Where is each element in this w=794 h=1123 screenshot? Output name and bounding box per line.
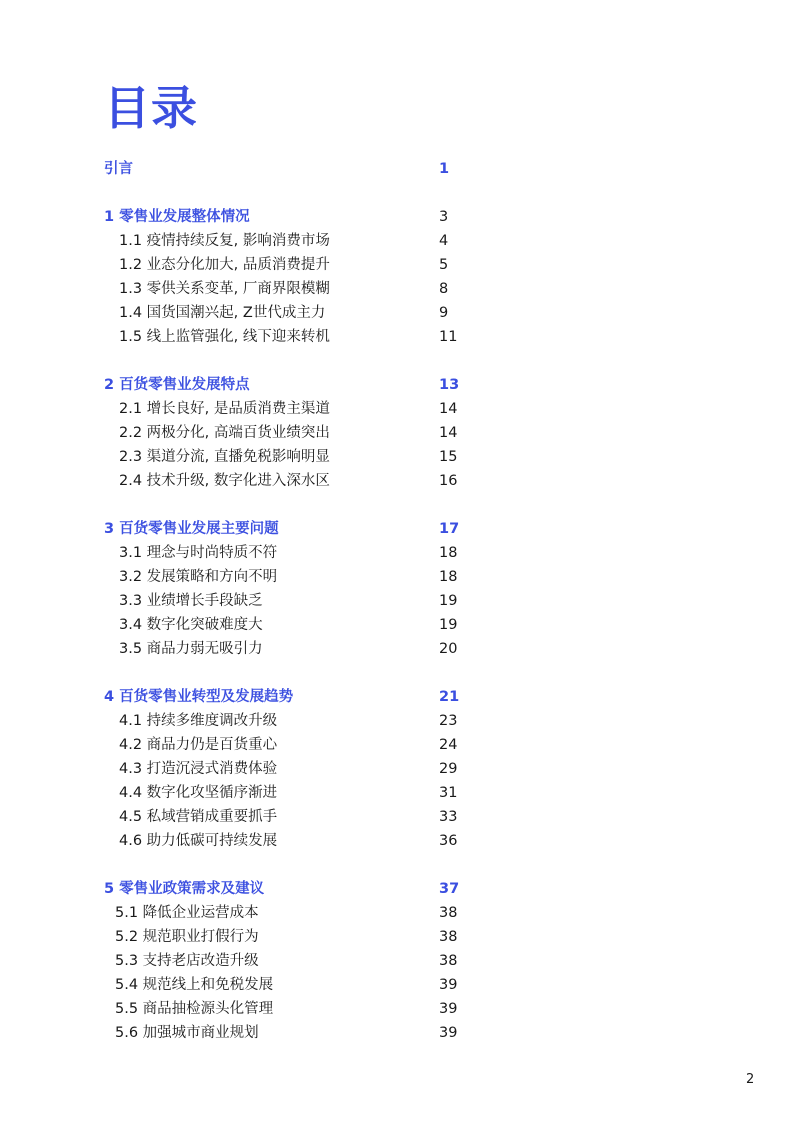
toc-subsection-entry[interactable] (0, 469, 794, 493)
toc-subsection-entry[interactable] (0, 541, 794, 565)
toc-gap (0, 661, 794, 685)
toc-entry-label: 1.4 国货国潮兴起, Z世代成主力 (119, 305, 326, 321)
toc-entry-label: 4.2 商品力仍是百货重心 (119, 737, 278, 753)
toc-entry-label: 3.2 发展策略和方向不明 (119, 569, 278, 585)
toc-entry-label: 3.1 理念与时尚特质不符 (119, 545, 278, 561)
toc-entry-label: 4.3 打造沉浸式消费体验 (119, 761, 278, 777)
toc-gap (0, 493, 794, 517)
toc-entry-page: 29 (439, 761, 458, 777)
toc-entry-label: 3.4 数字化突破难度大 (119, 617, 263, 633)
toc-entry-page: 18 (439, 545, 458, 561)
toc-entry-page: 4 (439, 233, 449, 249)
table-of-contents (0, 157, 794, 1045)
toc-entry-label: 1.2 业态分化加大, 品质消费提升 (119, 257, 330, 273)
toc-entry-label: 2.4 技术升级, 数字化进入深水区 (119, 473, 330, 489)
toc-entry-page: 19 (439, 593, 458, 609)
toc-entry-page: 16 (439, 473, 458, 489)
toc-entry-label: 引言 (104, 161, 133, 177)
toc-entry-page: 5 (439, 257, 449, 273)
toc-entry-label: 5.4 规范线上和免税发展 (115, 977, 274, 993)
toc-entry-page: 33 (439, 809, 458, 825)
toc-entry-page: 37 (439, 881, 460, 897)
toc-gap (0, 181, 794, 205)
toc-entry-label: 2.1 增长良好, 是品质消费主渠道 (119, 401, 330, 417)
toc-subsection-entry[interactable] (0, 325, 794, 349)
toc-entry-page: 14 (439, 425, 458, 441)
toc-entry-label: 5.2 规范职业打假行为 (115, 929, 259, 945)
toc-subsection-entry[interactable] (0, 973, 794, 997)
toc-entry-label: 4.4 数字化攻坚循序渐进 (119, 785, 278, 801)
toc-entry-page: 1 (439, 161, 450, 177)
toc-entry-label: 5.3 支持老店改造升级 (115, 953, 259, 969)
toc-entry-page: 38 (439, 929, 458, 945)
toc-entry-page: 24 (439, 737, 458, 753)
toc-section-entry[interactable] (0, 205, 794, 229)
toc-entry-page: 17 (439, 521, 460, 537)
toc-subsection-entry[interactable] (0, 925, 794, 949)
toc-subsection-entry[interactable] (0, 421, 794, 445)
toc-subsection-entry[interactable] (0, 901, 794, 925)
toc-subsection-entry[interactable] (0, 781, 794, 805)
toc-entry-page: 31 (439, 785, 458, 801)
toc-subsection-entry[interactable] (0, 589, 794, 613)
toc-entry-label: 1 零售业发展整体情况 (104, 209, 250, 225)
toc-subsection-entry[interactable] (0, 805, 794, 829)
toc-entry-label: 4.6 助力低碳可持续发展 (119, 833, 278, 849)
toc-entry-page: 39 (439, 1025, 458, 1041)
toc-subsection-entry[interactable] (0, 757, 794, 781)
toc-entry-label: 3.5 商品力弱无吸引力 (119, 641, 263, 657)
toc-entry-page: 3 (439, 209, 449, 225)
toc-entry-page: 36 (439, 833, 458, 849)
toc-entry-label: 4.5 私域营销成重要抓手 (119, 809, 278, 825)
toc-entry-label: 3.3 业绩增长手段缺乏 (119, 593, 263, 609)
toc-entry-page: 15 (439, 449, 458, 465)
toc-entry-label: 1.3 零供关系变革, 厂商界限模糊 (119, 281, 330, 297)
toc-subsection-entry[interactable] (0, 253, 794, 277)
toc-gap (0, 853, 794, 877)
toc-section-entry[interactable] (0, 877, 794, 901)
toc-subsection-entry[interactable] (0, 229, 794, 253)
toc-entry-label: 2.3 渠道分流, 直播免税影响明显 (119, 449, 330, 465)
toc-entry-label: 4.1 持续多维度调改升级 (119, 713, 278, 729)
toc-subsection-entry[interactable] (0, 301, 794, 325)
toc-entry-label: 2.2 两极分化, 高端百货业绩突出 (119, 425, 330, 441)
toc-entry-page: 20 (439, 641, 458, 657)
toc-entry-label: 2 百货零售业发展特点 (104, 377, 250, 393)
toc-subsection-entry[interactable] (0, 997, 794, 1021)
toc-entry-page: 38 (439, 953, 458, 969)
toc-section-entry[interactable] (0, 685, 794, 709)
toc-entry-page: 18 (439, 569, 458, 585)
toc-entry-label: 4 百货零售业转型及发展趋势 (104, 689, 294, 705)
toc-subsection-entry[interactable] (0, 277, 794, 301)
toc-entry-label: 3 百货零售业发展主要问题 (104, 521, 279, 537)
toc-entry-page: 8 (439, 281, 449, 297)
toc-entry-page: 11 (439, 329, 458, 345)
toc-entry-label: 5.6 加强城市商业规划 (115, 1025, 259, 1041)
toc-section-entry[interactable] (0, 157, 794, 181)
toc-entry-page: 13 (439, 377, 460, 393)
toc-entry-label: 5.1 降低企业运营成本 (115, 905, 259, 921)
toc-subsection-entry[interactable] (0, 613, 794, 637)
toc-entry-page: 39 (439, 1001, 458, 1017)
toc-subsection-entry[interactable] (0, 565, 794, 589)
toc-subsection-entry[interactable] (0, 637, 794, 661)
toc-entry-page: 21 (439, 689, 460, 705)
toc-subsection-entry[interactable] (0, 829, 794, 853)
toc-subsection-entry[interactable] (0, 445, 794, 469)
toc-entry-label: 1.1 疫情持续反复, 影响消费市场 (119, 233, 330, 249)
toc-section-entry[interactable] (0, 373, 794, 397)
toc-entry-page: 14 (439, 401, 458, 417)
toc-entry-page: 39 (439, 977, 458, 993)
page-number: 2 (746, 1072, 755, 1087)
toc-entry-label: 1.5 线上监管强化, 线下迎来转机 (119, 329, 330, 345)
toc-entry-page: 19 (439, 617, 458, 633)
toc-subsection-entry[interactable] (0, 709, 794, 733)
toc-entry-page: 23 (439, 713, 458, 729)
toc-section-entry[interactable] (0, 517, 794, 541)
toc-subsection-entry[interactable] (0, 949, 794, 973)
toc-subsection-entry[interactable] (0, 1021, 794, 1045)
toc-entry-page: 9 (439, 305, 449, 321)
toc-entry-label: 5.5 商品抽检源头化管理 (115, 1001, 274, 1017)
toc-gap (0, 349, 794, 373)
toc-subsection-entry[interactable] (0, 733, 794, 757)
toc-subsection-entry[interactable] (0, 397, 794, 421)
toc-entry-page: 38 (439, 905, 458, 921)
toc-entry-label: 5 零售业政策需求及建议 (104, 881, 265, 897)
page-title: 目录 (104, 81, 198, 135)
